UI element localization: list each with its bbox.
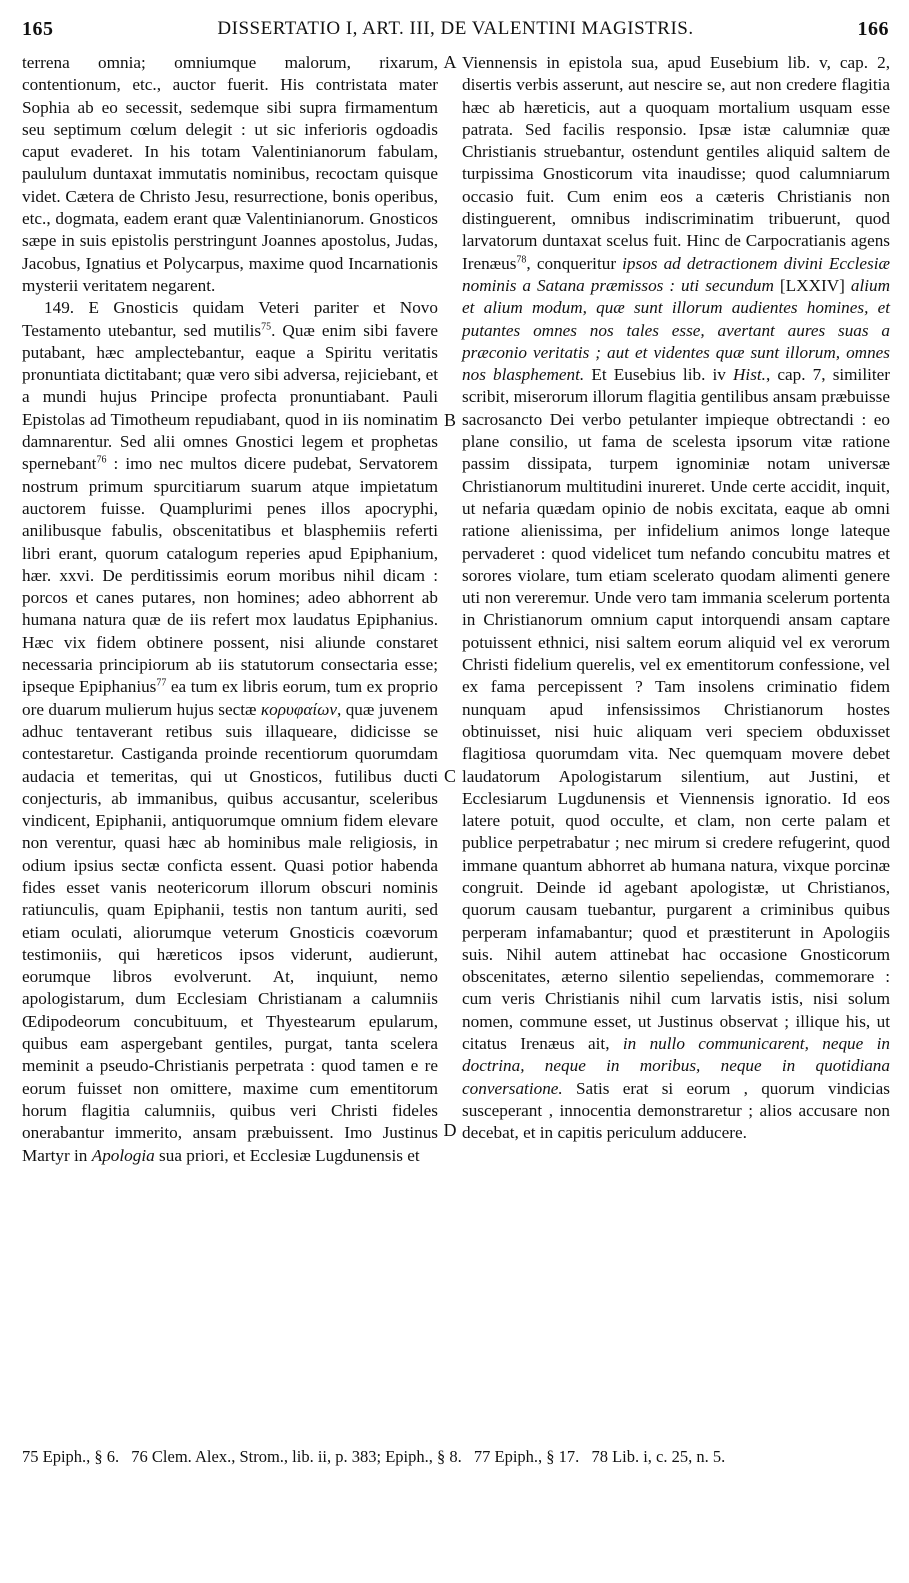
margin-marker-a: A <box>443 52 457 72</box>
text-run: : imo nec multos dicere pudebat, Servatorem nostrum primum spurcitiarum suarum atque impietatum auctorem fuisse. Quamplurimi penes illos apocryphi, anilibusque fabulis, obscenitatibus et blasphemiis referti libri erant, quorum catalogum reperies apud Epiphanium, hær. xxvi. De perditissimis eorum moribus nihil dicam : porcos et canes putares, non homines; adeo abhorrent ab humana natura quæ de iis refert mox laudatus Epiphanius. Hæc vix fidem obtinere possent, nisi aliunde constaret necessaria principiorum ab iis statutorum consectaria esse; ipseque Epiphanius <box>22 454 438 697</box>
footnote-77: 77 Epiph., § 17. <box>473 1447 580 1466</box>
running-title: DISSERTATIO I, ART. III, DE VALENTINI MAGISTRIS. <box>217 18 694 39</box>
text-run: Satis erat si eorum , quorum vindicias susceperant , innocentia demonstraretur ; alios accusare non decebat, et in capitis periculum adducere. <box>462 1078 890 1143</box>
footnote-ref-75[interactable]: 75 <box>261 320 272 332</box>
margin-marker-d: D <box>443 1120 457 1140</box>
quotation-irenaeus-1: ipsos ad detractionem divini Ecclesiæ nominis a Satana præmissos : uti secundum <box>462 253 890 295</box>
work-title-hist: Hist. <box>733 365 766 385</box>
greek-term: κορυφαίων <box>260 699 337 719</box>
left-column <box>22 52 438 1167</box>
left-paragraph-149 <box>22 297 438 1167</box>
footnote-ref-77[interactable]: 77 <box>156 677 167 689</box>
work-title-apologia: Apologia <box>91 1145 155 1165</box>
footnotes <box>22 1446 889 1467</box>
right-paragraph <box>462 52 890 1145</box>
text-run: , cap. 7, similiter scribit, miserorum illorum flagitia gentilibus ansam præbuisse sacrosancto Dei verbo petulanter impieque obtrectandi : eo plane consilio, ut fama de scelesta ipsorum vitæ ratione passim dissipata, turpem ignominiæ notam universæ Christianorum multitudini inureret. Unde certe accidit, inquit, ut nefaria quædam opinio de nobis excitata, eaque ab omni ratione alienissima, per infidelium animos longe lateque pervaderet : quod videlicet tum nefando concubitu matres et sorores violare, tum etiam scelerato quodam alimenti genere uti non vereremur. Unde vero tam immania scelerum portenta in Christianorum omnium caput intorquendi ansam captare potuissent ethnici, nisi saltem eorum aliquid vel ex verorum Christi fidelium querelis, vel ex ementitorum confessione, vel ex fama percepissent ? Tam insolens criminatio fidem nunquam apud infensissimos Christianorum hostes obtinuisset, nisi huic aliquam veri speciem obduxisset flagitiosa quorumdam vita. Nec quemquam movere debet laudatorum Apologistarum silentium, aut Justini, et Ecclesiarum Lugdunensis et Viennensis ignoratio. Id eos latere potuit, quod occulte, et clam, non certe palam et publice perpetrabatur ; nec mirum si credere refugerint, quod immane quantum abhorret ab humana natura, vixque porcinæ congruit. Deinde id agebant apologistæ, ut Christianos, quorum causam tuebantur, purgarent a criminibus quibus perperam infamabantur; quod et præstiterunt in Apologiis suis. Nihil autem attinebat hac occasione Gnosticorum obscenitates, æterno silentio sepeliendas, commemorare : cum veris Christianis nihil cum larvatis istis, nisi solum nomen, commune esset, ut Justinus observat ; illique his, ut citatus Irenæus ait, <box>462 365 890 1054</box>
footnote-ref-78[interactable]: 78 <box>516 253 527 265</box>
text-run: Viennensis in epistola sua, apud Eusebium lib. v, cap. 2, disertis verbis asserunt, aut nescire se, aut non credere flagitia hæc ab hæreticis, aut a quoquam mortalium usquam esse patrata. Sed facilis responsio. Ipsæ istæ calumniæ quæ Christianis struebantur, ostendunt gentiles aliquid saltem de turpissima Gnosticorum vita inaudisse; quod calumniarum occasio fuit. Cum enim eos a cæteris Christianis non distinguerent, omnibus indiscriminatim tribuerunt, quod larvatorum duntaxat scelus fuit. Hinc de Carpocratianis agens Irenæus <box>462 53 890 273</box>
quotation-irenaeus-3: in nullo communicarent, neque in doctrina, neque in moribus, neque in quotidiana conversatione. <box>462 1034 890 1098</box>
footnote-78: 78 Lib. i, c. 25, n. 5. <box>591 1447 726 1466</box>
text-run: 149. E Gnosticis quidam Veteri pariter et Novo Testamento utebantur, sed mutilis <box>22 298 438 340</box>
left-paragraph-1: terrena omnia; omniumque malorum, rixarum, contentionum, etc., auctor fuerit. His contristata mater Sophia ab eo secessit, sedemque sibi supra firmamentum seu septimum cœlum delegit : ut sic inferioris ogdoadis caput evaderet. In his totam Valentinianorum fabulam, paululum duntaxat immutatis nominibus, recoctam quisque videt. Cætera de Christo Jesu, resurrectione, bonis operibus, etc., dogmata, eadem erant quæ Valentinianorum. Gnosticos sæpe in suis epistolis perstringunt Joannes apostolus, Judas, Jacobus, Ignatius et Polycarpus, maxime quod Incarnationis mysterii veritatem negarent. <box>22 53 438 295</box>
running-header <box>22 14 889 44</box>
footnote-ref-76[interactable]: 76 <box>96 454 107 466</box>
footnote-75: 75 Epiph., § 6. <box>22 1447 120 1466</box>
margin-marker-b: B <box>443 410 456 430</box>
page-number-right: 166 <box>857 17 889 40</box>
text-run: . Quæ enim sibi favere putabant, hæc amplectebantur, eaque a Spiritu veritatis pronuntiata dictitabant; quæ vero sibi adversa, rejiciebant, et a mundi hujus Principe profecta pronuntiabant. Pauli Epistolas ad Timotheum repudiabant, quod in iis nominatim damnarentur. Sed alii omnes Gnostici legem et prophetas spernebant <box>22 320 438 474</box>
text-run: sua priori, et Ecclesiæ Lugdunensis et <box>154 1145 420 1165</box>
text-run: Et Eusebius lib. iv <box>584 365 734 385</box>
page-number-left: 165 <box>22 17 54 40</box>
page-marker-lxxiv: [LXXIV] <box>773 275 851 295</box>
footnote-76: 76 Clem. Alex., Strom., lib. ii, p. 383; Epiph., § 8. <box>131 1447 462 1466</box>
quotation-irenaeus-2: alium et alium modum, quæ sunt illorum audientes homines, et putantes omnes nos tales esse, avertant aures suas a præconio veritatis ; aut et videntes quæ sunt illorum, omnes nos blasphement. <box>462 275 890 385</box>
right-column <box>462 52 890 1145</box>
margin-marker-c: C <box>443 766 456 786</box>
text-run: ea tum ex libris eorum, tum ex proprio ore duarum mulierum hujus sectæ <box>22 677 438 719</box>
text-run: , quæ juvenem adhuc tentaverant retibus suis illaqueare, didicisse se contestaretur. Castiganda proinde recentiorum quorumdam audacia et temeritas, qui ut Gnosticos, futilibus ducti conjecturis, ab immanibus, quibus accusantur, sceleribus vindicent, Epiphanii, antiquorumque omnium fidem elevare non verentur, quasi hæc ab hominibus male religiosis, in odium ipsius sectæ conficta essent. Quasi potior habenda fides esset vanis neotericorum illorum obscuri nominis ratiunculis, quam Epiphanii, testis non tantum auriti, sed etiam oculati, aliorumque veterum Gnosticis coævorum testimoniis, qui hæreticos ipsos viderunt, audierunt, eorumque libros evolverunt. At, inquiunt, nemo apologistarum, dum Ecclesiam Christianam a calumniis Œdipodeorum concubituum, et Thyestearum epularum, quibus eam aspergebant gentiles, purgat, tanta scelera meminit a pseudo-Christianis perpetrata : quod tamen e re eorum fuisset non omittere, maxime cum ementitorum horum flagitia calumniis, quibus veri Christi fideles onerabantur immerito, ansam præbuissent. Imo Justinus Martyr in <box>22 699 438 1165</box>
text-run: , conqueritur <box>526 253 623 273</box>
